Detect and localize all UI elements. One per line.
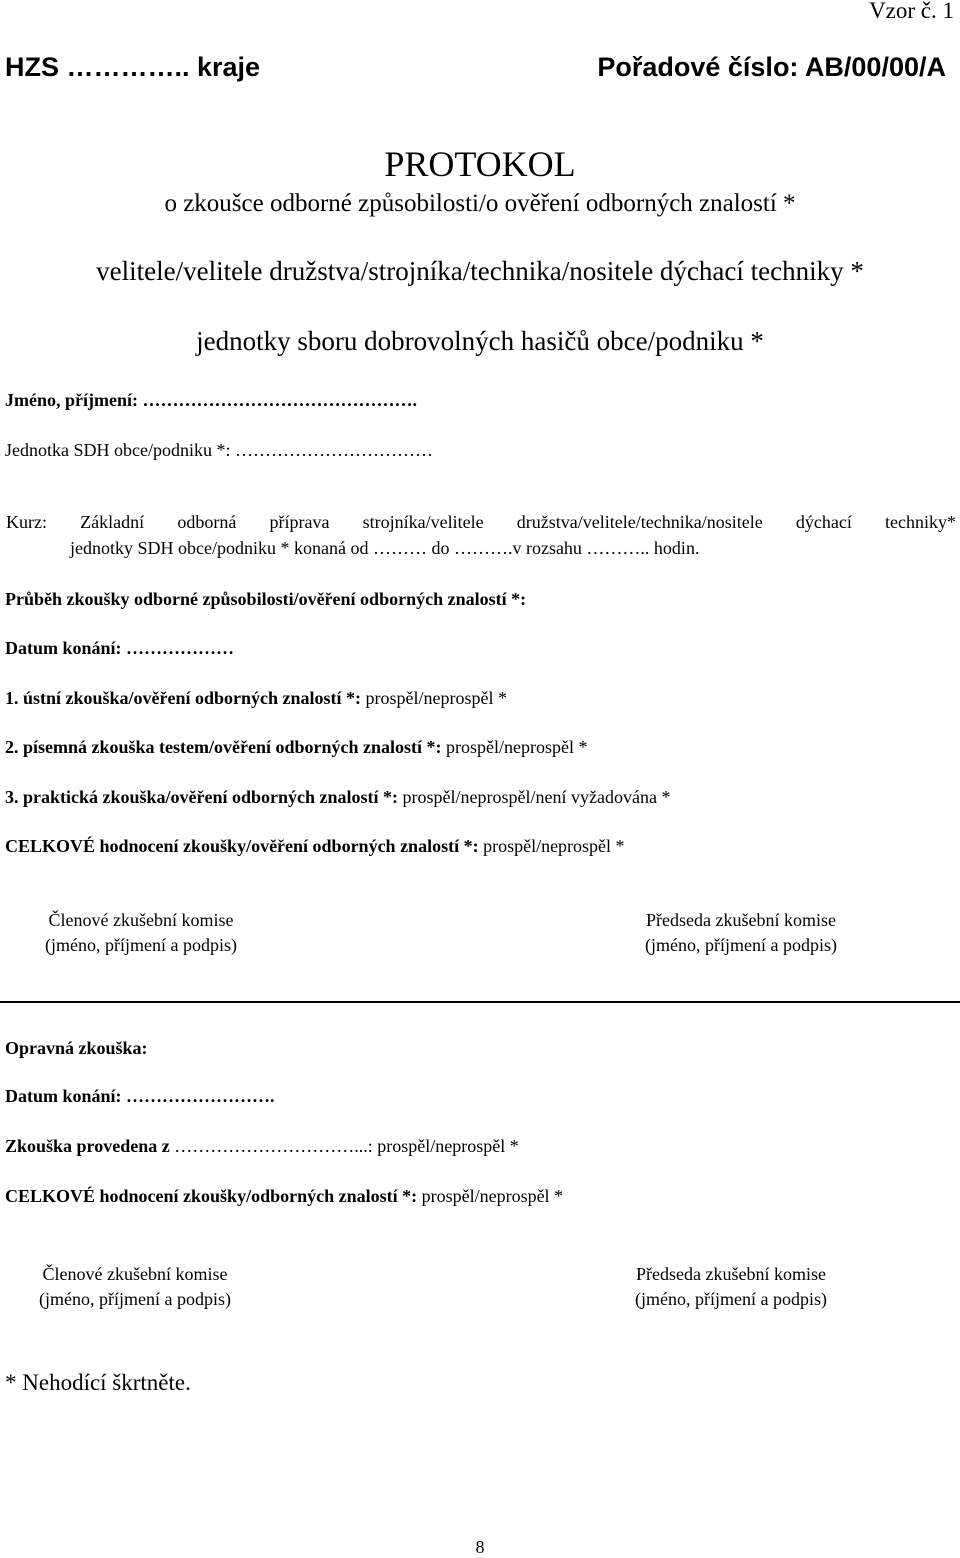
retake-heading: Opravná zkouška: <box>5 1038 148 1058</box>
name-field: Jméno, příjmení: ………………………………………. <box>5 390 417 410</box>
form-number: Vzor č. 1 <box>869 0 954 23</box>
title-subline-3: jednotky sboru dobrovolných hasičů obce/podniku * <box>196 326 764 356</box>
exam-heading: Průběh zkoušky odborné způsobilosti/ověření odborných znalostí *: <box>5 589 527 609</box>
course-line-2: jednotky SDH obce/podniku * konaná od ……… do ……….v rozsahu ……….. hodin. <box>70 538 700 558</box>
exam-item-written-label: 2. písemná zkouška testem/ověření odborných znalostí *: <box>5 737 442 757</box>
signature-members-1 <box>14 908 268 958</box>
exam-item-practical <box>5 787 670 808</box>
exam-item-oral-value: prospěl/neprospěl * <box>361 688 508 708</box>
retake-done <box>5 1136 519 1157</box>
signature-chair-1-title: Předseda zkušební komise <box>646 910 836 930</box>
exam-date: Datum konání: ……………… <box>5 638 235 658</box>
retake-done-value: …………………………...: prospěl/neprospěl * <box>169 1136 519 1156</box>
signature-chair-2-title: Předseda zkušební komise <box>636 1264 826 1284</box>
retake-overall-value: prospěl/neprospěl * <box>417 1186 564 1206</box>
retake-done-label: Zkouška provedena z <box>5 1136 170 1156</box>
exam-overall-value: prospěl/neprospěl * <box>478 836 625 856</box>
exam-item-practical-label: 3. praktická zkouška/ověření odborných znalostí *: <box>5 787 399 807</box>
footnote: * Nehodící škrtněte. <box>5 1370 191 1395</box>
hzs-region: HZS ………….. kraje <box>5 52 261 82</box>
exam-item-oral <box>5 688 507 709</box>
exam-item-written <box>5 737 587 758</box>
signature-chair-2 <box>604 1262 858 1312</box>
exam-item-oral-label: 1. ústní zkouška/ověření odborných znalostí *: <box>5 688 362 708</box>
title-subline-2: velitele/velitele družstva/strojníka/technika/nositele dýchací techniky * <box>96 256 864 286</box>
signature-members-2-sub: (jméno, příjmení a podpis) <box>39 1289 231 1309</box>
exam-overall-label: CELKOVÉ hodnocení zkoušky/ověření odborných znalostí *: <box>5 836 479 856</box>
signature-members-2 <box>8 1262 262 1312</box>
signature-chair-1-sub: (jméno, příjmení a podpis) <box>645 935 837 955</box>
page-number: 8 <box>475 1537 485 1557</box>
order-number: Pořadové číslo: AB/00/00/A <box>597 52 946 82</box>
retake-overall-label: CELKOVÉ hodnocení zkoušky/odborných znalostí *: <box>5 1186 418 1206</box>
signature-members-1-sub: (jméno, příjmení a podpis) <box>45 935 237 955</box>
retake-overall <box>5 1186 563 1207</box>
document-title: PROTOKOL <box>384 144 576 184</box>
signature-members-1-title: Členové zkušební komise <box>48 910 234 930</box>
unit-field: Jednotka SDH obce/podniku *: …………………………… <box>5 440 433 460</box>
exam-item-written-value: prospěl/neprospěl * <box>441 737 588 757</box>
retake-date: Datum konání: ……………………. <box>5 1086 275 1106</box>
title-subline-1: o zkoušce odborné způsobilosti/o ověření odborných znalostí * <box>164 190 796 217</box>
exam-overall <box>5 836 625 857</box>
course-line-1: Kurz: Základní odborná příprava strojníka/velitele družstva/velitele/technika/nositele dýchací techniky* <box>6 512 956 532</box>
signature-chair-2-sub: (jméno, příjmení a podpis) <box>635 1289 827 1309</box>
signature-members-2-title: Členové zkušební komise <box>42 1264 228 1284</box>
exam-item-practical-value: prospěl/neprospěl/není vyžadována * <box>398 787 671 807</box>
section-divider <box>0 1001 960 1003</box>
signature-chair-1 <box>614 908 868 958</box>
